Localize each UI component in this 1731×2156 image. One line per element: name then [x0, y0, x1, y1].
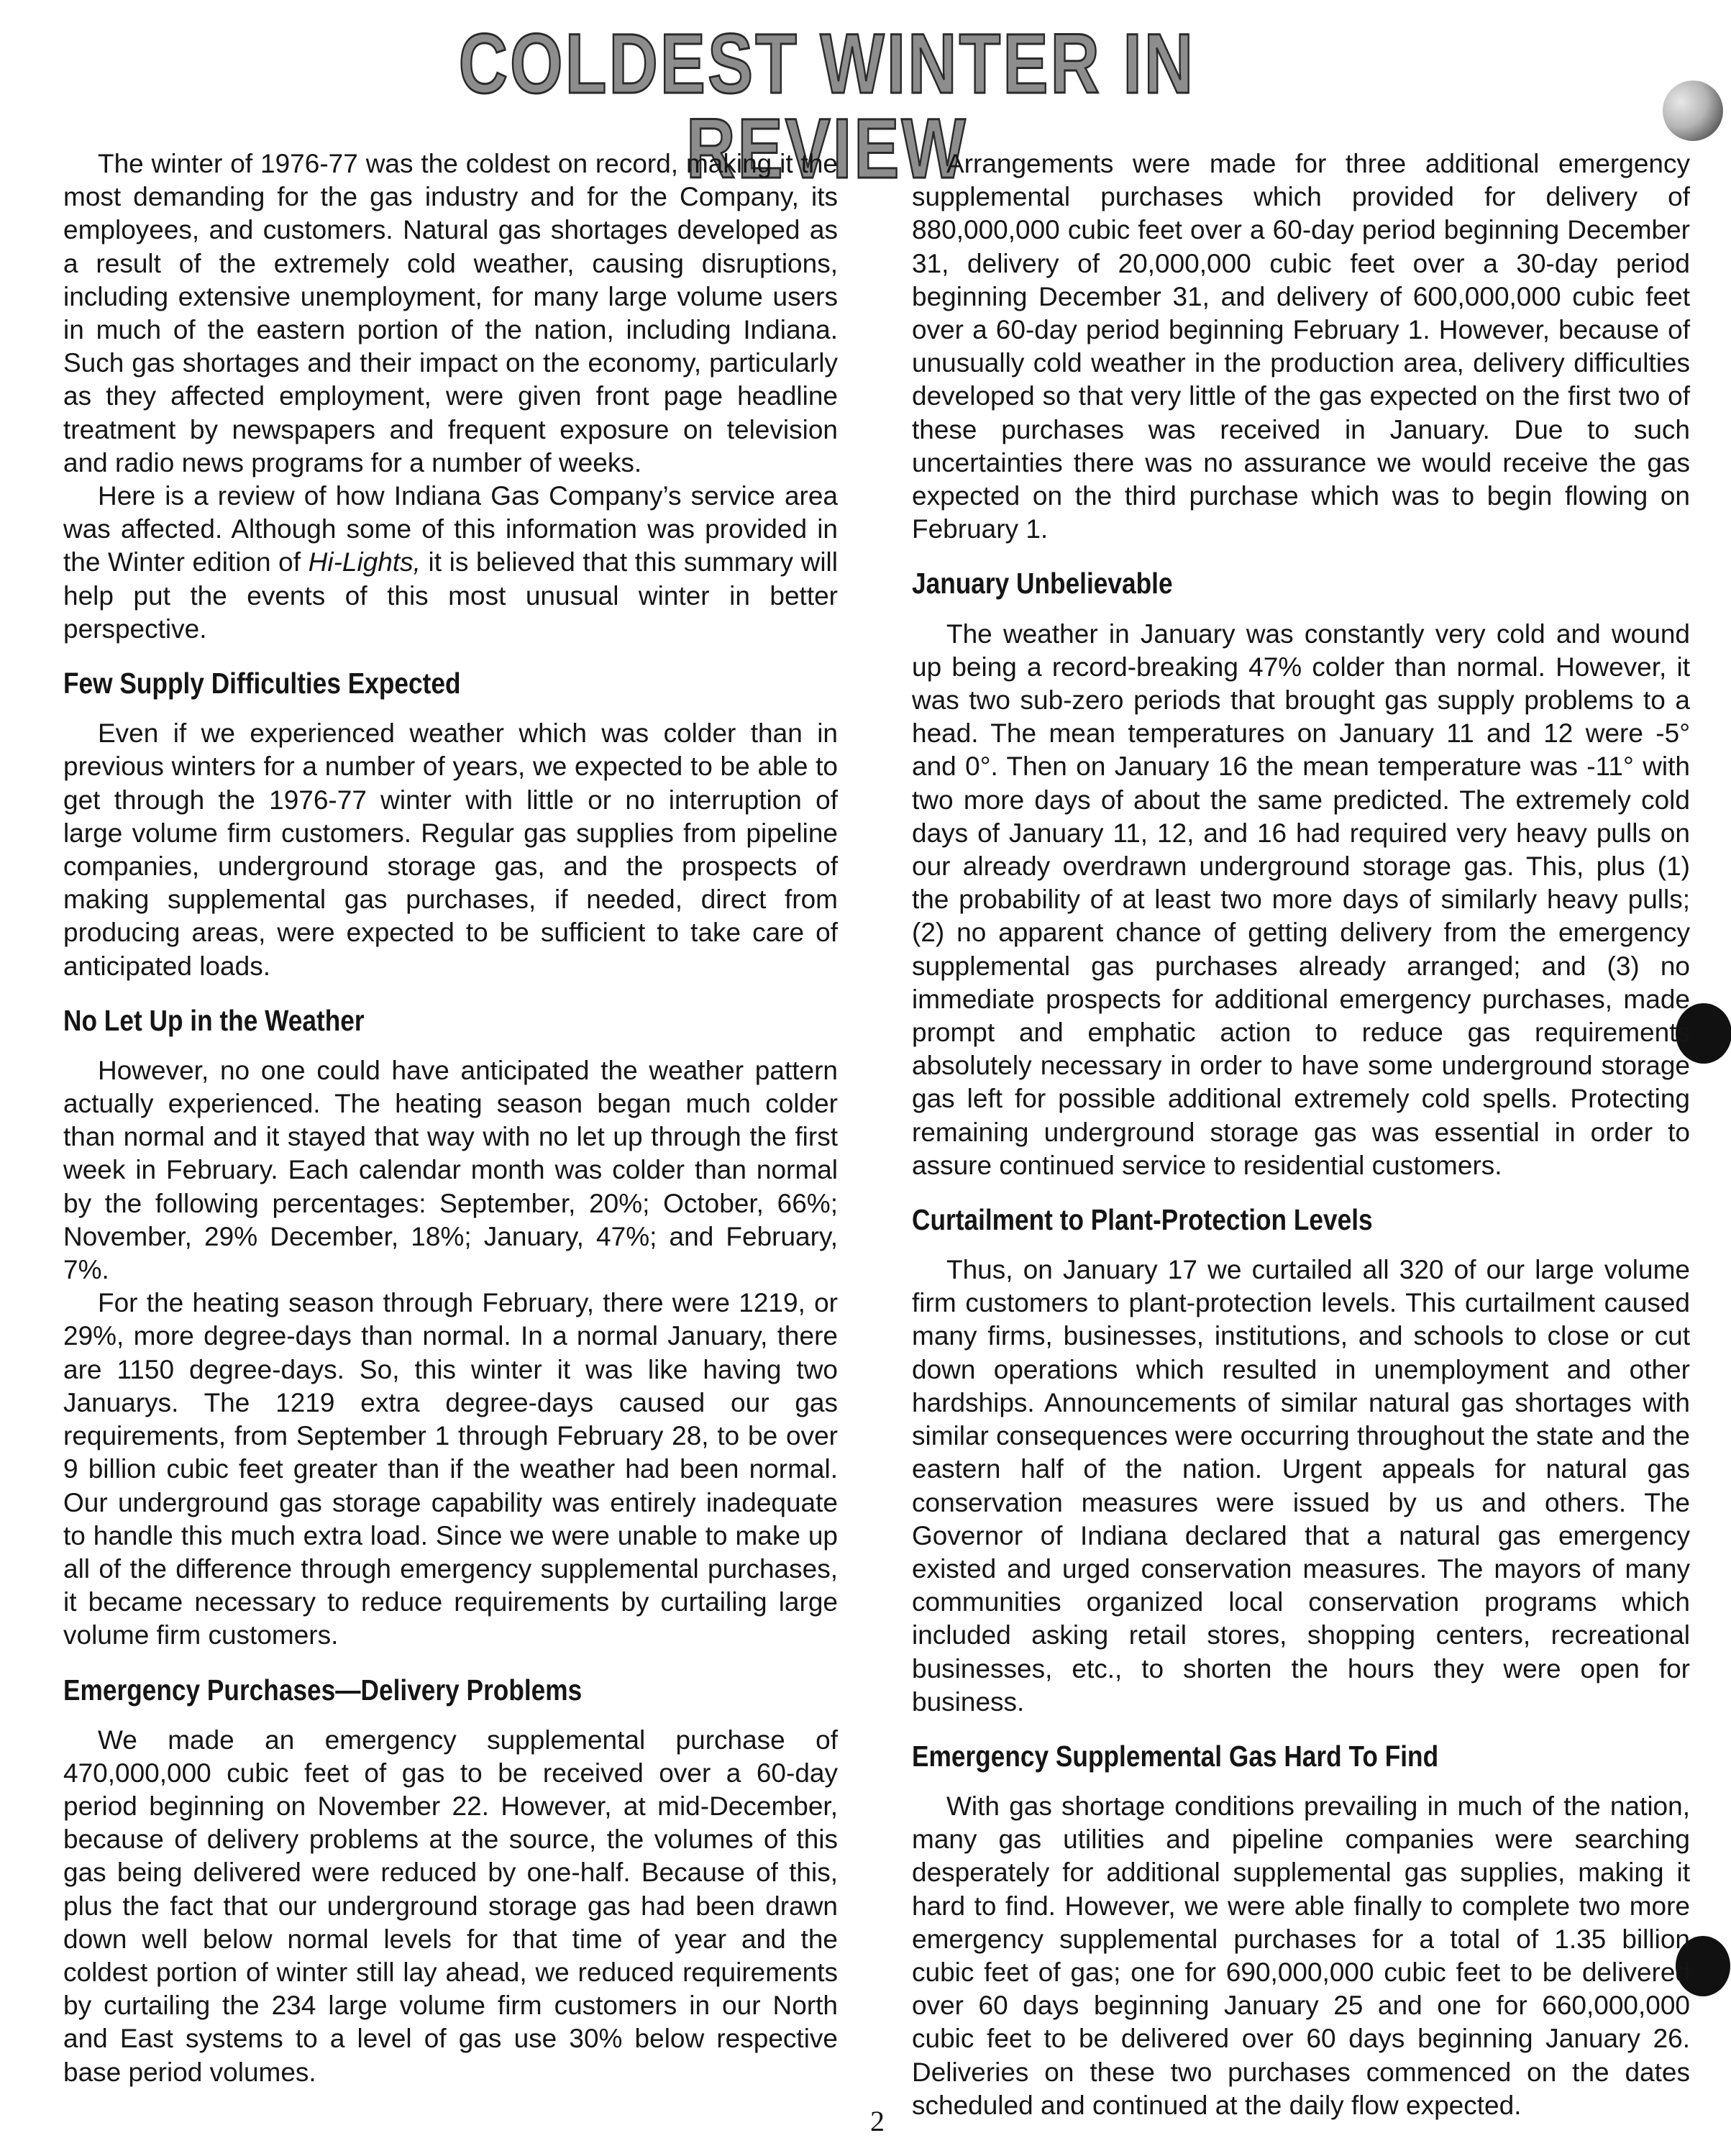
- section-heading: Emergency Purchases—Delivery Problems: [63, 1673, 583, 1707]
- paragraph: For the heating season through February, there were 1219, or 29%, more degree-days than normal. In a normal January, there are 1150 degree-days. So, this winter it was like having two Januarys. The 1219 extra degree-days caused our gas requirements, from September 1 through February 28, to be over 9 billion cubic feet greater than if the weather had been normal. Our underground gas storage capability was entirely inadequate to handle this much extra load. Since we were unable to make up all of the difference through emergency supplemental purchases, it became necessary to reduce requirements by curtailing large volume firm customers.: [63, 1288, 838, 1650]
- paragraph: The winter of 1976-77 was the coldest on record, making it the most demanding for the gas industry and for the Company, its employees, and customers. Natural gas shortages developed as a result of the extremely cold weather, causing disruptions, including extensive unemployment, for many large volume users in much of the eastern portion of the nation, including Indiana. Such gas shortages and their impact on the economy, particularly as they affected employment, were given front page headline treatment by newspapers and frequent exposure on television and radio news programs for a number of weeks.: [63, 149, 838, 478]
- text: it is believed that this summary will help put the events of this most unusual winter in better perspective.: [63, 547, 838, 644]
- paragraph: Even if we experienced weather which was colder than in previous winters for a number of years, we expected to be able to get through the 1976-77 winter with little or no interruption of large volume firm customers. Regular gas supplies from pipeline companies, underground storage gas, and the prospects of making supplemental gas purchases, if needed, direct from producing areas, were expected to be sufficient to take care of anticipated loads.: [63, 718, 838, 981]
- paragraph: We made an emergency supplemental purchase of 470,000,000 cubic feet of gas to be received over a 60-day period beginning on November 22. However, at mid-December, because of delivery problems at the source, the volumes of this gas being delivered were reduced by one-half. Because of this, plus the fact that our underground storage gas had been drawn down well below normal levels for that time of year and the coldest portion of winter still lay ahead, we reduced requirements by curtailing the 234 large volume firm customers in our North and East systems to a level of gas use 30% below respective base period volumes.: [63, 1725, 838, 2087]
- page-number: 2: [870, 2105, 885, 2137]
- paragraph: With gas shortage conditions prevailing in much of the nation, many gas utilities and pipeline companies were searching desperately for additional supplemental gas supplies, making it hard to find. However, we were able finally to complete two more emergency supplemental purchases for a total of 1.35 billion cubic feet of gas; one for 690,000,000 cubic feet to be delivered over 60 days beginning January 25 and one for 660,000,000 cubic feet to be delivered over 60 days beginning January 26. Deliveries on these two purchases commenced on the dates scheduled and continued at the daily flow expected.: [912, 1791, 1690, 2120]
- paragraph: Arrangements were made for three additional emergency supplemental purchases which provided for delivery of 880,000,000 cubic feet over a 60-day period beginning December 31, delivery of 20,000,000 cubic feet over a 30-day period beginning December 31, and delivery of 600,000,000 cubic feet over a 60-day period beginning February 1. However, because of unusually cold weather in the production area, delivery difficulties developed so that very little of the gas expected on the first two of these purchases was received in January. Due to such uncertainties there was no assurance we would receive the gas expected on the third purchase which was to begin flowing on February 1.: [912, 149, 1690, 544]
- punch-hole-icon: [1663, 81, 1723, 141]
- section-heading: Curtailment to Plant-Protection Levels: [912, 1202, 1373, 1236]
- section-heading: January Unbelievable: [912, 567, 1173, 600]
- paragraph: [63, 480, 838, 646]
- paragraph: However, no one could have anticipated the weather pattern actually experienced. The heating season began much colder than normal and it stayed that way with no let up through the first week in February. Each calendar month was colder than normal by the following percentages: September, 20%; October, 66%; November, 29% December, 18%; January, 47%; and February, 7%.: [63, 1055, 838, 1285]
- paragraph: Thus, on January 17 we curtailed all 320 of our large volume firm customers to plant-protection levels. This curtailment caused many firms, businesses, institutions, and schools to close or cut down operations which resulted in unemployment and other hardships. Announcements of similar natural gas shortages with similar consequences were occurring throughout the state and the eastern half of the nation. Urgent appeals for natural gas conservation measures were issued by us and others. The Governor of Indiana declared that a natural gas emergency existed and urged conservation measures. The mayors of many communities organized local conservation programs which included asking retail stores, shopping centers, recreational businesses, etc., to shorten the hours they were open for business.: [912, 1255, 1690, 1717]
- section-heading: No Let Up in the Weather: [63, 1003, 365, 1037]
- section-heading: Emergency Supplemental Gas Hard To Find: [912, 1739, 1439, 1773]
- section-heading: Few Supply Difficulties Expected: [63, 667, 461, 700]
- left-column: [63, 147, 838, 2089]
- publication-title: Hi-Lights,: [308, 547, 421, 577]
- page-title: COLDEST WINTER IN REVIEW: [458, 17, 1196, 196]
- paragraph: The weather in January was constantly very cold and wound up being a record-breaking 47% colder than normal. However, it was two sub-zero periods that brought gas supply problems to a head. The mean temperatures on January 11 and 12 were -5° and 0°. Then on January 16 the mean temperature was -11° with two more days of about the same predicted. The extremely cold days of January 11, 12, and 16 had required very heavy pulls on our already overdrawn underground storage gas. This, plus (1) the probability of at least two more days of similarly heavy pulls; (2) no apparent chance of getting delivery from the emergency supplemental gas purchases already arranged; and (3) no immediate prospects for additional emergency purchases, made prompt and emphatic action to reduce gas requirements absolutely necessary in order to have some underground storage gas left for possible additional extremely cold spells. Protecting remaining underground storage gas was essential in order to assure continued service to residential customers.: [912, 618, 1690, 1180]
- text: Here is a review of how Indiana Gas Company’s service area was affected. Although some of this information was provided in the Winter edition of: [63, 481, 838, 577]
- right-column: [912, 147, 1690, 2122]
